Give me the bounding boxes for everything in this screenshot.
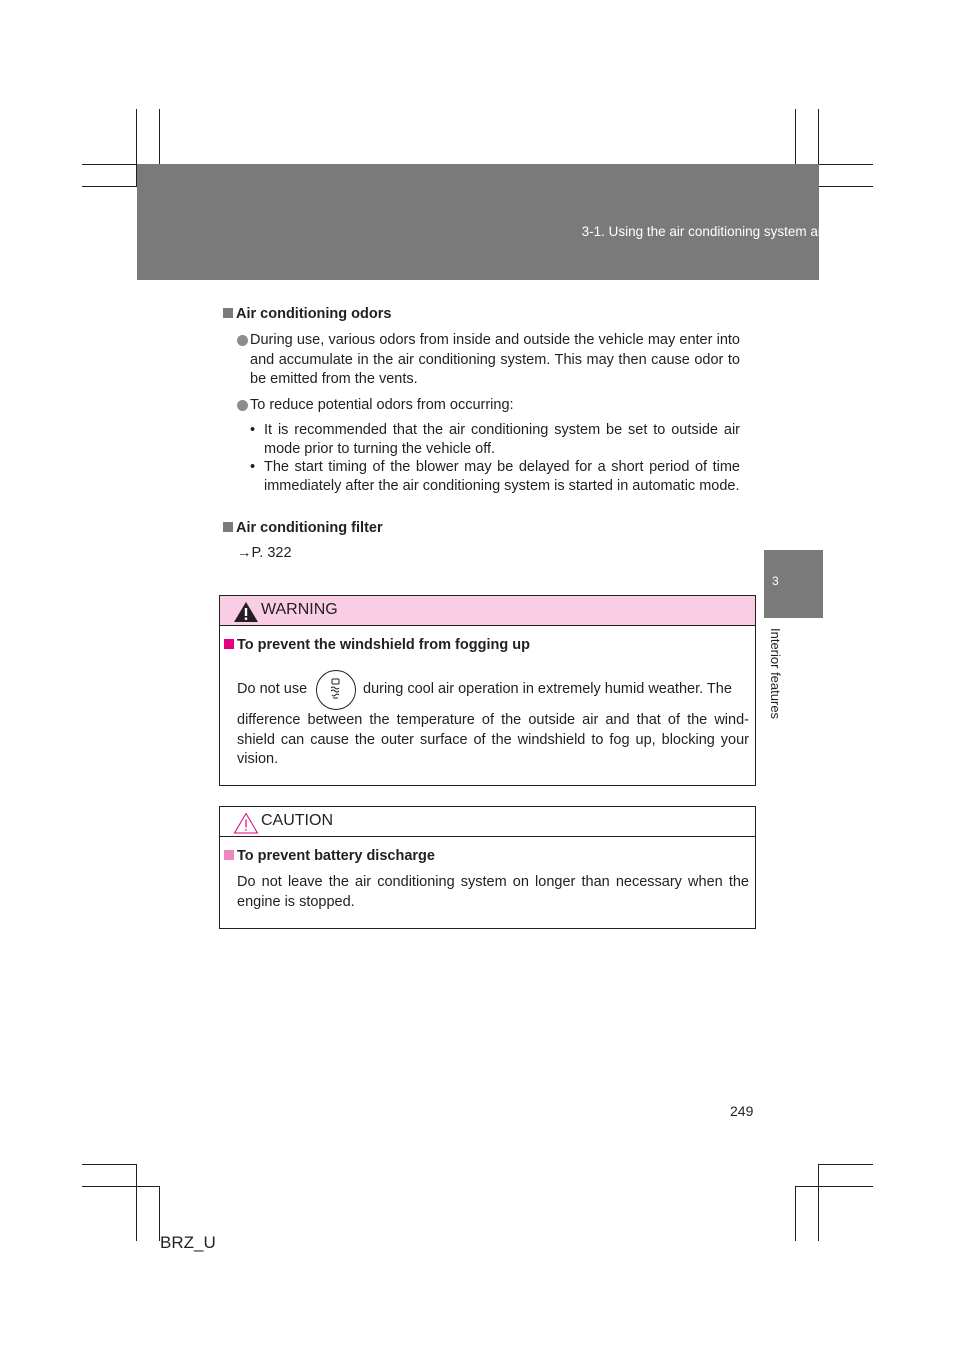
crop-mark (82, 186, 137, 187)
page-reference-link[interactable]: →P. 322 (237, 545, 292, 561)
crop-mark (82, 1164, 137, 1165)
windshield-defogger-button-icon (316, 670, 356, 710)
crop-mark (159, 109, 160, 164)
warning-heading: To prevent the windshield from fogging up (224, 637, 530, 653)
warning-label: WARNING (261, 601, 338, 618)
warning-text-after-icon: during cool air operation in extremely humid weather. The (363, 681, 732, 697)
crop-mark (818, 164, 873, 165)
crop-mark (818, 186, 873, 187)
square-bullet-icon (224, 639, 234, 649)
warning-text-before-icon: Do not use (237, 681, 308, 697)
warning-triangle-icon (233, 601, 259, 623)
caution-box (219, 806, 756, 929)
crop-mark (818, 1164, 819, 1241)
warning-body-rest: difference between the temperature of the outside air and that of the wind-shield can cause the outer surface of the windshield to fog up, blocking your vision. (237, 712, 749, 767)
caution-body: Do not leave the air conditioning system on longer than necessary when the engine is stopped. (237, 874, 749, 910)
crop-mark (82, 1186, 160, 1187)
chapter-label: Interior features (768, 628, 783, 720)
crop-mark (136, 1164, 137, 1241)
odors-sub-item-2: • The start timing of the blower may be delayed for a short period of time immediately after the air conditioning system is started in automatic mode. (250, 459, 740, 494)
odors-bullet-2: To reduce potential odors from occurring: (237, 396, 740, 416)
page-number: 249 (730, 1103, 754, 1119)
caution-heading: To prevent battery discharge (224, 848, 435, 864)
square-bullet-icon (223, 522, 233, 532)
round-bullet-icon (237, 335, 248, 346)
odors-heading: Air conditioning odors (223, 306, 391, 322)
square-bullet-icon (224, 850, 234, 860)
square-bullet-icon (223, 308, 233, 318)
filter-heading: Air conditioning filter (223, 520, 383, 536)
crop-mark (795, 1186, 796, 1241)
crop-mark (795, 109, 796, 164)
small-bullet-icon: • (250, 459, 256, 475)
crop-mark (818, 1164, 873, 1165)
caution-title-bar (220, 807, 755, 837)
header-band (137, 164, 819, 280)
model-code: BRZ_U (160, 1233, 216, 1252)
small-bullet-icon: • (250, 422, 256, 438)
section-title: 3-1. Using the air conditioning system and defogger (581, 224, 890, 239)
caution-triangle-icon (233, 812, 259, 834)
warning-title-bar (220, 596, 755, 626)
odors-sub-item-1: • It is recommended that the air conditioning system be set to outside air mode prior to turning the vehicle off. (250, 422, 740, 457)
crop-mark (795, 1186, 873, 1187)
caution-label: CAUTION (261, 812, 333, 829)
round-bullet-icon (237, 400, 248, 411)
odors-bullet-1: During use, various odors from inside and outside the vehicle may enter into and accumulate in the air conditioning system. This may then cause odor to be emitted from the vents. (237, 331, 740, 390)
crop-mark (82, 164, 137, 165)
chapter-number: 3 (772, 574, 779, 588)
defogger-symbol-icon (317, 671, 354, 708)
